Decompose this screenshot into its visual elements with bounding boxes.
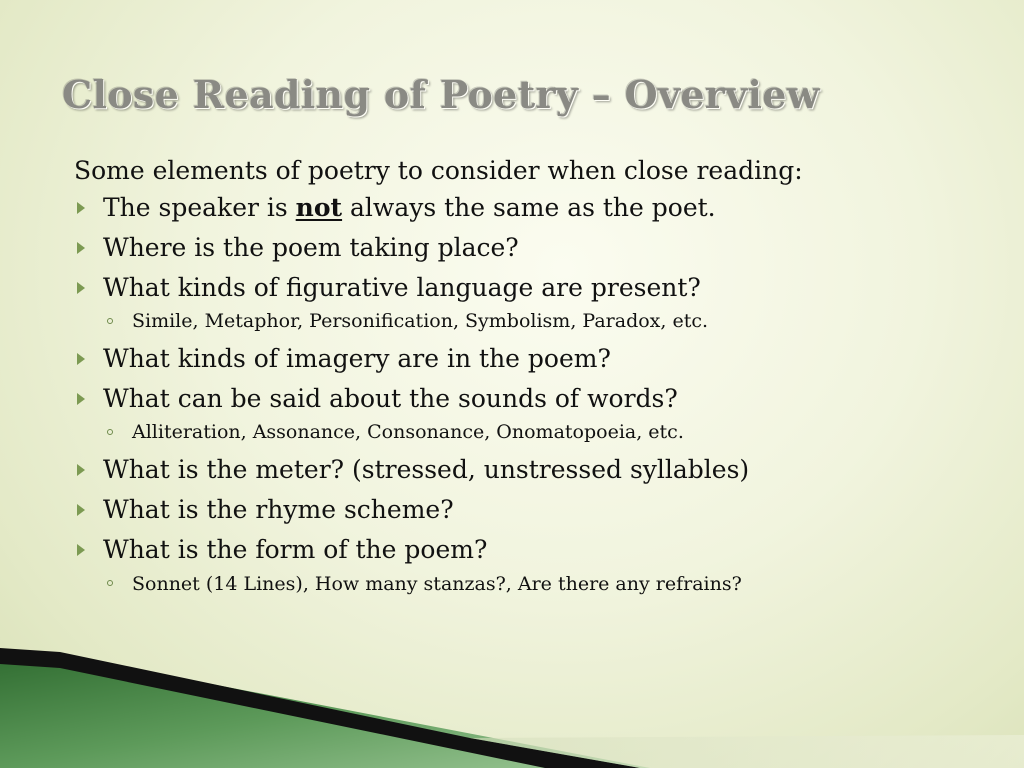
bullet-rhyme bbox=[74, 494, 974, 525]
triangle-arrow-icon bbox=[77, 242, 85, 254]
bullet-place bbox=[74, 232, 974, 263]
hollow-circle-icon bbox=[107, 580, 113, 586]
triangle-arrow-icon bbox=[77, 353, 85, 365]
bullet-imagery bbox=[74, 343, 974, 374]
triangle-arrow-icon bbox=[77, 202, 85, 214]
bullet-speaker-emphasis: not bbox=[295, 193, 343, 222]
bullet-speaker bbox=[74, 192, 974, 223]
sub-bullet-sounds-text: Alliteration, Assonance, Consonance, Onomatopoeia, etc. bbox=[132, 421, 684, 443]
sub-bullet-sounds bbox=[74, 419, 974, 446]
hollow-circle-icon bbox=[107, 318, 113, 324]
bullet-speaker-before: The speaker is bbox=[103, 193, 296, 222]
bullet-figurative bbox=[74, 272, 974, 303]
bullet-form-text: What is the form of the poem? bbox=[103, 535, 488, 564]
bullet-imagery-text: What kinds of imagery are in the poem? bbox=[103, 344, 611, 373]
slide-title: Close Reading of Poetry – Overview bbox=[62, 72, 820, 117]
bullet-meter-text: What is the meter? (stressed, unstressed syllables) bbox=[103, 455, 750, 484]
bullet-speaker-after: always the same as the poet. bbox=[342, 193, 716, 222]
triangle-arrow-icon bbox=[77, 393, 85, 405]
hollow-circle-icon bbox=[107, 429, 113, 435]
triangle-arrow-icon bbox=[77, 464, 85, 476]
triangle-arrow-icon bbox=[77, 504, 85, 516]
bullet-figurative-text: What kinds of figurative language are present? bbox=[103, 273, 701, 302]
bullet-place-text: Where is the poem taking place? bbox=[103, 233, 519, 262]
sub-bullet-figurative bbox=[74, 308, 974, 335]
sub-bullet-figurative-text: Simile, Metaphor, Personification, Symbolism, Paradox, etc. bbox=[132, 310, 709, 332]
intro-text: Some elements of poetry to consider when close reading: bbox=[74, 156, 803, 185]
bullet-sounds-text: What can be said about the sounds of words? bbox=[103, 384, 678, 413]
sub-bullet-form-text: Sonnet (14 Lines), How many stanzas?, Are there any refrains? bbox=[132, 573, 742, 595]
bullet-rhyme-text: What is the rhyme scheme? bbox=[103, 495, 454, 524]
bullet-form bbox=[74, 534, 974, 565]
triangle-arrow-icon bbox=[77, 544, 85, 556]
triangle-arrow-icon bbox=[77, 282, 85, 294]
bullet-meter bbox=[74, 454, 974, 485]
bullet-sounds bbox=[74, 383, 974, 414]
sub-bullet-form bbox=[74, 570, 862, 598]
slide-body bbox=[74, 153, 974, 606]
